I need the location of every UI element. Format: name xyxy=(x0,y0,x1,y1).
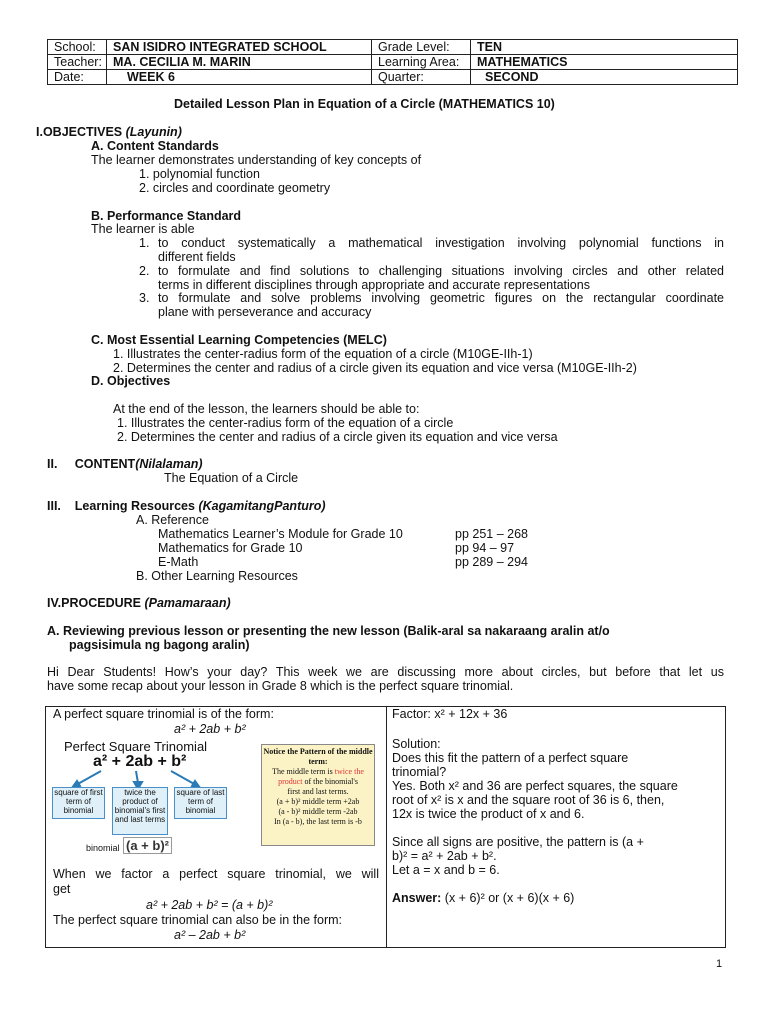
objectives-d-item: 2. Determines the center and radius of a circle given its equation and vice versa xyxy=(117,430,558,444)
table-divider xyxy=(386,707,387,947)
performance-standard-title: B. Performance Standard xyxy=(91,209,242,223)
reference-title: Mathematics Learner’s Module for Grade 10 xyxy=(158,527,403,541)
content-standard-item: 2. circles and coordinate geometry xyxy=(139,181,331,195)
content-heading: II. CONTENT(Nilalaman) xyxy=(47,457,203,471)
document-title: Detailed Lesson Plan in Equation of a Circle (MATHEMATICS 10) xyxy=(174,97,555,111)
notice-line: The middle term is twice the xyxy=(272,767,364,776)
content-text: The Equation of a Circle xyxy=(164,471,299,485)
notice-line: (a + b)² middle term +2ab xyxy=(276,797,360,806)
solution-line: Does this fit the pattern of a perfect square xyxy=(392,751,629,765)
factor-text-line: get xyxy=(53,882,71,896)
pst-binomial: (a + b)² xyxy=(123,837,172,854)
quarter-label: Quarter: xyxy=(372,70,471,85)
notice-line: In (a - b), the last term is -b xyxy=(274,817,362,826)
solution-line: trinomial? xyxy=(392,765,447,779)
date-value: WEEK 6 xyxy=(107,70,372,85)
other-resources-label: B. Other Learning Resources xyxy=(136,569,298,583)
pst-box-first: square of first term of binomial xyxy=(52,787,105,819)
pst-form-text: A perfect square trinomial is of the form: xyxy=(53,707,274,721)
header-table xyxy=(47,39,738,85)
melc-item: 2. Determines the center and radius of a circle given its equation and vice versa (M10GE-IIh-2) xyxy=(113,361,637,375)
reference-title: E-Math xyxy=(158,555,199,569)
factor-problem: Factor: x² + 12x + 36 xyxy=(392,707,508,721)
solution-line: Let a = x and b = 6. xyxy=(392,863,500,877)
review-table xyxy=(45,706,726,948)
pst-form: a² + 2ab + b² xyxy=(174,722,246,736)
reference-label: A. Reference xyxy=(136,513,209,527)
objectives-d-title: D. Objectives xyxy=(91,374,171,388)
solution-line: root of x² is x and the square root of 36 is 6, then, xyxy=(392,793,665,807)
performance-item-line: plane with perseverance and accuracy xyxy=(158,305,372,319)
melc-item: 1. Illustrates the center-radius form of the equation of a circle (M10GE-IIh-1) xyxy=(113,347,533,361)
intro-paragraph-line: have some recap about your lesson in Grade 8 which is the perfect square trinomial. xyxy=(47,679,514,693)
performance-item-line: to formulate and solve problems involving geometric figures on the rectangular coordinate xyxy=(158,291,724,305)
objectives-d-intro: At the end of the lesson, the learners should be able to: xyxy=(113,402,420,416)
solution-line: b)² = a² + 2ab + b². xyxy=(392,849,497,863)
solution-line: 12x is twice the product of x and 6. xyxy=(392,807,585,821)
procedure-a-line: A. Reviewing previous lesson or presenting the new lesson (Balik-aral sa nakaraang aralin at/o xyxy=(47,624,610,638)
performance-item-line: terms in different disciplines through appropriate and accurate representations xyxy=(158,278,590,292)
grade-label: Grade Level: xyxy=(372,40,471,55)
teacher-value: MA. CECILIA M. MARIN xyxy=(107,55,372,70)
school-value: SAN ISIDRO INTEGRATED SCHOOL xyxy=(107,40,372,55)
area-value: MATHEMATICS xyxy=(471,55,738,70)
performance-item-line: to conduct systematically a mathematical investigation involving polynomial functions in xyxy=(158,236,724,250)
area-label: Learning Area: xyxy=(372,55,471,70)
melc-title: C. Most Essential Learning Competencies (MELC) xyxy=(91,333,387,347)
teacher-label: Teacher: xyxy=(48,55,107,70)
also-form-text: The perfect square trinomial can also be in the form: xyxy=(53,913,343,927)
content-standards-title: A. Content Standards xyxy=(91,139,219,153)
notice-box xyxy=(261,744,375,846)
reference-pages: pp 251 – 268 xyxy=(455,527,528,541)
pst-box-middle: twice the product of binomial's first and last terms xyxy=(112,787,168,835)
notice-line: product of the binomial's xyxy=(278,777,358,786)
procedure-a-line: pagsisimula ng bagong aralin) xyxy=(69,638,250,652)
pst-graphic-formula: a² + 2ab + b² xyxy=(93,753,187,770)
solution-label: Solution: xyxy=(392,737,441,751)
objectives-heading: I.OBJECTIVES (Layunin) xyxy=(36,125,182,139)
performance-item-number: 1. xyxy=(139,236,150,250)
performance-item-number: 3. xyxy=(139,291,150,305)
reference-pages: pp 94 – 97 xyxy=(455,541,515,555)
content-standard-item: 1. polynomial function xyxy=(139,167,260,181)
grade-value: TEN xyxy=(471,40,738,55)
page-number: 1 xyxy=(716,958,723,970)
performance-item-line: different fields xyxy=(158,250,236,264)
content-standards-intro: The learner demonstrates understanding of key concepts of xyxy=(91,153,422,167)
factor-equation: a² + 2ab + b² = (a + b)² xyxy=(146,898,273,912)
objectives-d-item: 1. Illustrates the center-radius form of the equation of a circle xyxy=(117,416,454,430)
pst-graphic-title: Perfect Square Trinomial xyxy=(64,739,208,754)
also-form: a² – 2ab + b² xyxy=(174,928,246,942)
pst-box-last: square of last term of binomial xyxy=(174,787,227,819)
quarter-value: SECOND xyxy=(471,70,738,85)
reference-title: Mathematics for Grade 10 xyxy=(158,541,303,555)
pst-binomial-label: binomial xyxy=(86,843,120,853)
procedure-heading: IV.PROCEDURE (Pamamaraan) xyxy=(47,596,231,610)
resources-heading: III. Learning Resources (KagamitangPanturo) xyxy=(47,499,326,513)
solution-line: Yes. Both x² and 36 are perfect squares, the square xyxy=(392,779,678,793)
factor-text-line: When we factor a perfect square trinomial, we will xyxy=(53,867,379,881)
performance-standard-intro: The learner is able xyxy=(91,222,195,236)
notice-line: (a - b)² middle term -2ab xyxy=(278,807,358,816)
answer: Answer: (x + 6)² or (x + 6)(x + 6) xyxy=(392,891,575,905)
date-label: Date: xyxy=(48,70,107,85)
intro-paragraph-line: Hi Dear Students! How’s your day? This week we are discussing more about circles, but before that let us xyxy=(47,665,724,679)
reference-pages: pp 289 – 294 xyxy=(455,555,528,569)
performance-item-number: 2. xyxy=(139,264,150,278)
performance-item-line: to formulate and find solutions to challenging situations involving circles and other related xyxy=(158,264,724,278)
notice-title: Notice the Pattern of the middle term: xyxy=(263,747,373,766)
school-label: School: xyxy=(48,40,107,55)
solution-line: Since all signs are positive, the pattern is (a + xyxy=(392,835,644,849)
notice-line: first and last terms. xyxy=(287,787,349,796)
